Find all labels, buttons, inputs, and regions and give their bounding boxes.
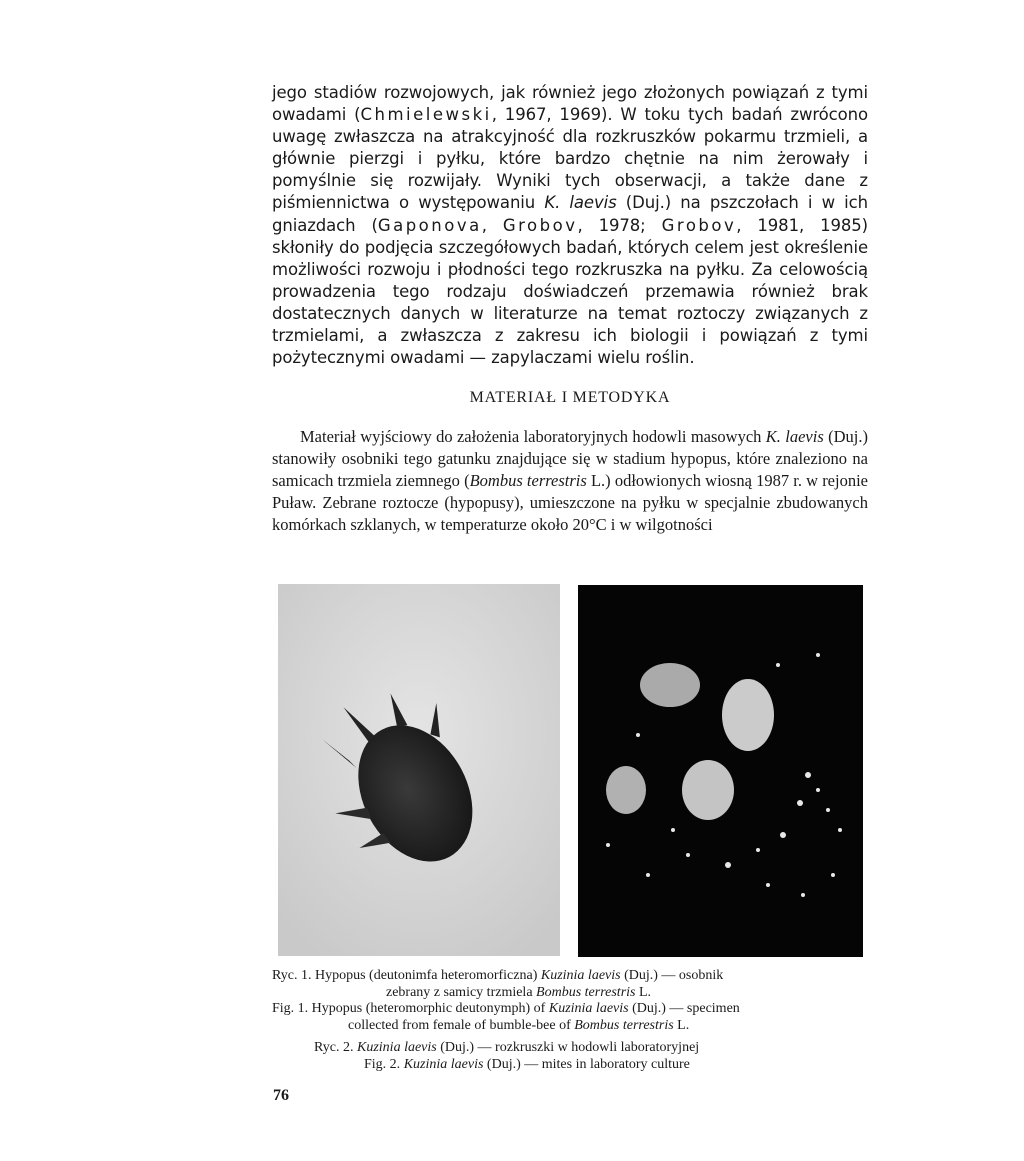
mite-illustration: [278, 584, 560, 956]
caption-line: [272, 1018, 868, 1035]
species-name: Kuzinia laevis: [357, 1040, 437, 1055]
caption-text: zebrany z samicy trzmiela: [386, 984, 537, 1000]
figure-captions: [272, 968, 868, 1073]
text-run: (Duj.) stanowiły osobniki tego gatunku znajdujące się w stadium hypopus, które znaleziono na samicach trzmiela ziemnego (: [272, 427, 868, 490]
author-name: Grobov: [502, 215, 578, 235]
author-name: Chmielewski: [360, 105, 492, 125]
figure-1-photo: [278, 584, 560, 956]
species-name: Bombus terrestris: [574, 1017, 674, 1033]
caption-text: L.: [635, 984, 652, 1000]
page-number: 76: [273, 1087, 289, 1104]
mite-culture-illustration: [578, 585, 863, 957]
species-name: Kuzinia laevis: [540, 968, 621, 983]
author-name: Grobov: [661, 215, 737, 235]
text-run: (Duj.) na pszczołach i w ich gniazdach (: [272, 193, 868, 235]
text-run: L.) odłowionych wiosną 1987 r. w rejonie Puław. Zebrane roztocze (hypopusy), umieszczone na pyłku w specjalnie zbudowanych komórkach szklanych, w temperaturze około 20°C i w wilgotności: [272, 471, 869, 534]
text-run: , 1967, 1969). W toku tych badań zwrócono uwagę zwłaszcza na atrakcyjność dla rozkruszków pokarmu trzmieli, a głównie pierzgi i pyłku, które bardzo chętnie na nim żerowały i pomyślnie się rozwijały. Wyniki tych obserwacji, a także dane z piśmiennictwa o występowaniu: [272, 105, 868, 213]
caption-line: [272, 1001, 868, 1018]
figure-2-photo: [578, 585, 863, 957]
text-run: jego stadiów rozwojowych, jak również jego złożonych powiązań z tymi owadami (: [272, 83, 868, 125]
caption-text: L.: [673, 1017, 690, 1033]
caption-line: [272, 1040, 868, 1057]
caption-line: [272, 968, 868, 985]
text-run: Materiał wyjściowy do założenia laboratoryjnych hodowli masowych: [300, 427, 766, 446]
species-name: Bombus terrestris: [469, 471, 587, 490]
author-name: Gaponova: [377, 215, 482, 235]
caption-text: (Duj.) — specimen: [628, 1001, 740, 1016]
species-name: Bombus terrestris: [536, 984, 636, 1000]
species-name: K. laevis: [765, 427, 824, 446]
section-heading: MATERIAŁ I METODYKA: [469, 389, 671, 406]
methods-paragraph: [272, 426, 868, 536]
intro-paragraph: [272, 82, 868, 369]
species-name: Kuzinia laevis: [403, 1056, 484, 1072]
text-run: ,: [481, 215, 503, 235]
species-name: Kuzinia laevis: [548, 1001, 629, 1016]
caption-text: collected from female of bumble-bee of: [348, 1017, 575, 1033]
caption-line: [272, 985, 868, 1002]
text-run: , 1981, 1985) skłoniły do podjęcia szczegółowych badań, których celem jest określenie możliwości rozwoju i płodności tego rozkruszka na pyłku. Za celowością prowadzenia tego rodzaju doświadczeń przemawia również brak dostatecznych danych w literaturze na temat roztoczy związanych z trzmielami, a zwłaszcza z zakresu ich biologii i powiązań z tymi pożytecznymi owadami — zapylaczami wielu roślin.: [272, 215, 869, 368]
species-name: K. laevis: [544, 193, 617, 213]
caption-text: Fig. 1. Hypopus (heteromorphic deutonymph) of: [272, 1001, 549, 1016]
caption-text: (Duj.) — mites in laboratory culture: [483, 1056, 690, 1072]
text-run: , 1978;: [577, 215, 662, 235]
caption-line: [272, 1057, 868, 1074]
caption-text: Ryc. 1. Hypopus (deutonimfa heteromorficzna): [272, 968, 541, 983]
caption-text: (Duj.) — osobnik: [620, 968, 724, 983]
caption-text: Fig. 2.: [364, 1056, 404, 1072]
caption-text: (Duj.) — rozkruszki w hodowli laboratoryjnej: [436, 1040, 700, 1055]
caption-text: Ryc. 2.: [314, 1040, 357, 1055]
